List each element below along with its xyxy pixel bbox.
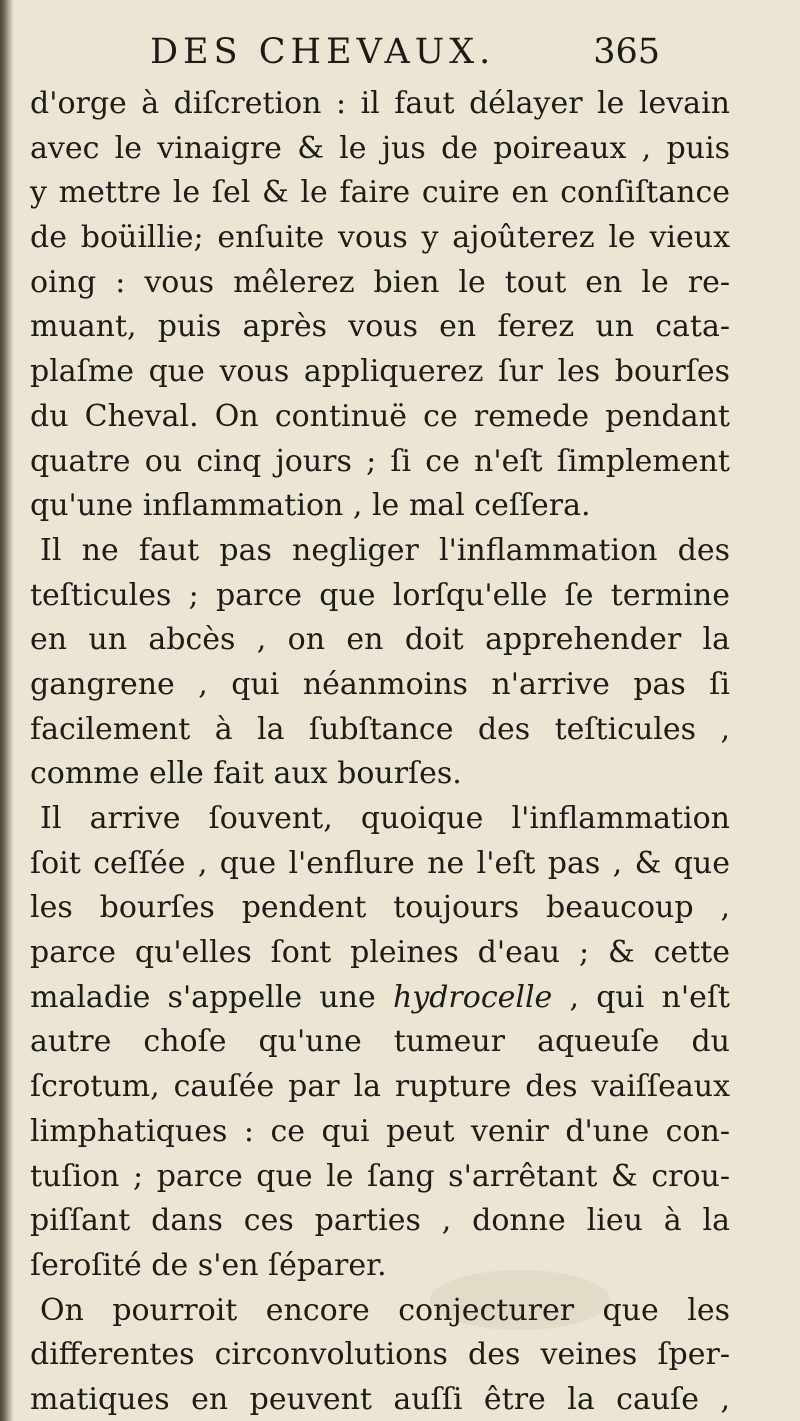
text-line-content: piſſant dans ces parties , donne lieu à la xyxy=(30,1203,730,1239)
text-line-content: qu'une inflammation , le mal ceſſera. xyxy=(30,488,591,524)
text-line-content: plaſme que vous appliquerez ſur les bourſes xyxy=(30,354,730,390)
text-line-content: ſeroſité de s'en ſéparer. xyxy=(30,1247,387,1283)
text-line-content: muant, puis après vous en ferez un cata- xyxy=(30,309,730,345)
text-line-content: Il arrive ſouvent, quoique l'inflammation xyxy=(40,801,730,836)
body-text xyxy=(30,82,730,1421)
text-line xyxy=(30,484,730,529)
text-line xyxy=(30,976,730,1021)
text-line xyxy=(30,529,730,574)
text-line xyxy=(30,1378,730,1421)
text-line-content: limphatiques : ce qui peut venir d'une con- xyxy=(30,1113,730,1149)
page-header xyxy=(140,28,660,78)
text-line xyxy=(30,708,730,753)
text-line xyxy=(30,216,730,261)
text-line-content: Il ne faut pas negliger l'inflammation des xyxy=(40,532,730,568)
text-line-content: teſticules ; parce que lorſqu'elle ſe termine xyxy=(30,577,730,613)
text-line xyxy=(30,1244,730,1289)
page-number: 365 xyxy=(593,32,660,72)
text-line-content: d'orge à diſcretion : il faut délayer le levain xyxy=(30,86,730,121)
book-spine-shadow xyxy=(0,0,14,1421)
text-line-content: oing : vous mêlerez bien le tout en le re- xyxy=(30,264,730,300)
text-line-continuation: , qui n'eſt xyxy=(569,979,730,1015)
text-line-content: en un abcès , on en doit apprehender la xyxy=(30,622,730,658)
text-line xyxy=(30,261,730,306)
text-line xyxy=(30,1110,730,1155)
text-line xyxy=(30,1289,730,1334)
text-line-content: gangrene , qui néanmoins n'arrive pas ſi xyxy=(30,666,730,702)
text-line xyxy=(30,752,730,797)
text-line-content: avec le vinaigre & le jus de poireaux , puis xyxy=(30,130,730,166)
text-line-content: de boüillie; enſuite vous y ajoûterez le vieux xyxy=(30,220,730,256)
text-line xyxy=(30,440,730,485)
text-line-content: comme elle fait aux bourſes. xyxy=(30,756,462,792)
text-line xyxy=(30,305,730,350)
text-line-content: du Cheval. On continuë ce remede pendant xyxy=(30,398,730,434)
text-line xyxy=(30,574,730,619)
emphasized-term: hydrocelle xyxy=(392,979,553,1015)
text-line xyxy=(30,1333,730,1378)
running-title: DES CHEVAUX. xyxy=(150,32,496,72)
text-line xyxy=(30,1199,730,1244)
text-line-content: quatre ou cinq jours ; ſi ce n'eſt ſimplement xyxy=(30,443,730,479)
text-line-content: autre choſe qu'une tumeur aqueuſe du xyxy=(30,1024,730,1060)
text-line-content: facilement à la ſubſtance des teſticules , xyxy=(30,711,730,747)
text-line-content: ſoit ceſſée , que l'enflure ne l'eſt pas , & que xyxy=(30,845,730,881)
text-line-content: y mettre le ſel & le faire cuire en conſiſtance xyxy=(30,175,730,211)
text-line xyxy=(30,663,730,708)
text-line xyxy=(30,82,730,127)
text-line-content: parce qu'elles ſont pleines d'eau ; & cette xyxy=(30,935,730,971)
text-line-content: differentes circonvolutions des veines ſper- xyxy=(30,1337,730,1373)
text-line-content: On pourroit encore conjecturer que les xyxy=(40,1292,730,1328)
text-line xyxy=(30,350,730,395)
text-line xyxy=(30,395,730,440)
text-line xyxy=(30,127,730,172)
text-line-content: maladie s'appelle une xyxy=(30,979,376,1015)
text-line xyxy=(30,171,730,216)
text-line-content: tuſion ; parce que le ſang s'arrêtant & crou- xyxy=(30,1158,730,1194)
text-line xyxy=(30,886,730,931)
text-line xyxy=(30,1065,730,1110)
text-line-content: ſcrotum, cauſée par la rupture des vaiſſeaux xyxy=(30,1069,730,1105)
text-line xyxy=(30,931,730,976)
text-line xyxy=(30,797,730,842)
text-line-content: matiques en peuvent auſſi être la cauſe , xyxy=(30,1381,730,1417)
text-line xyxy=(30,1155,730,1200)
text-line xyxy=(30,1020,730,1065)
text-line-content: les bourſes pendent toujours beaucoup , xyxy=(30,890,730,926)
text-line xyxy=(30,618,730,663)
text-line xyxy=(30,842,730,887)
